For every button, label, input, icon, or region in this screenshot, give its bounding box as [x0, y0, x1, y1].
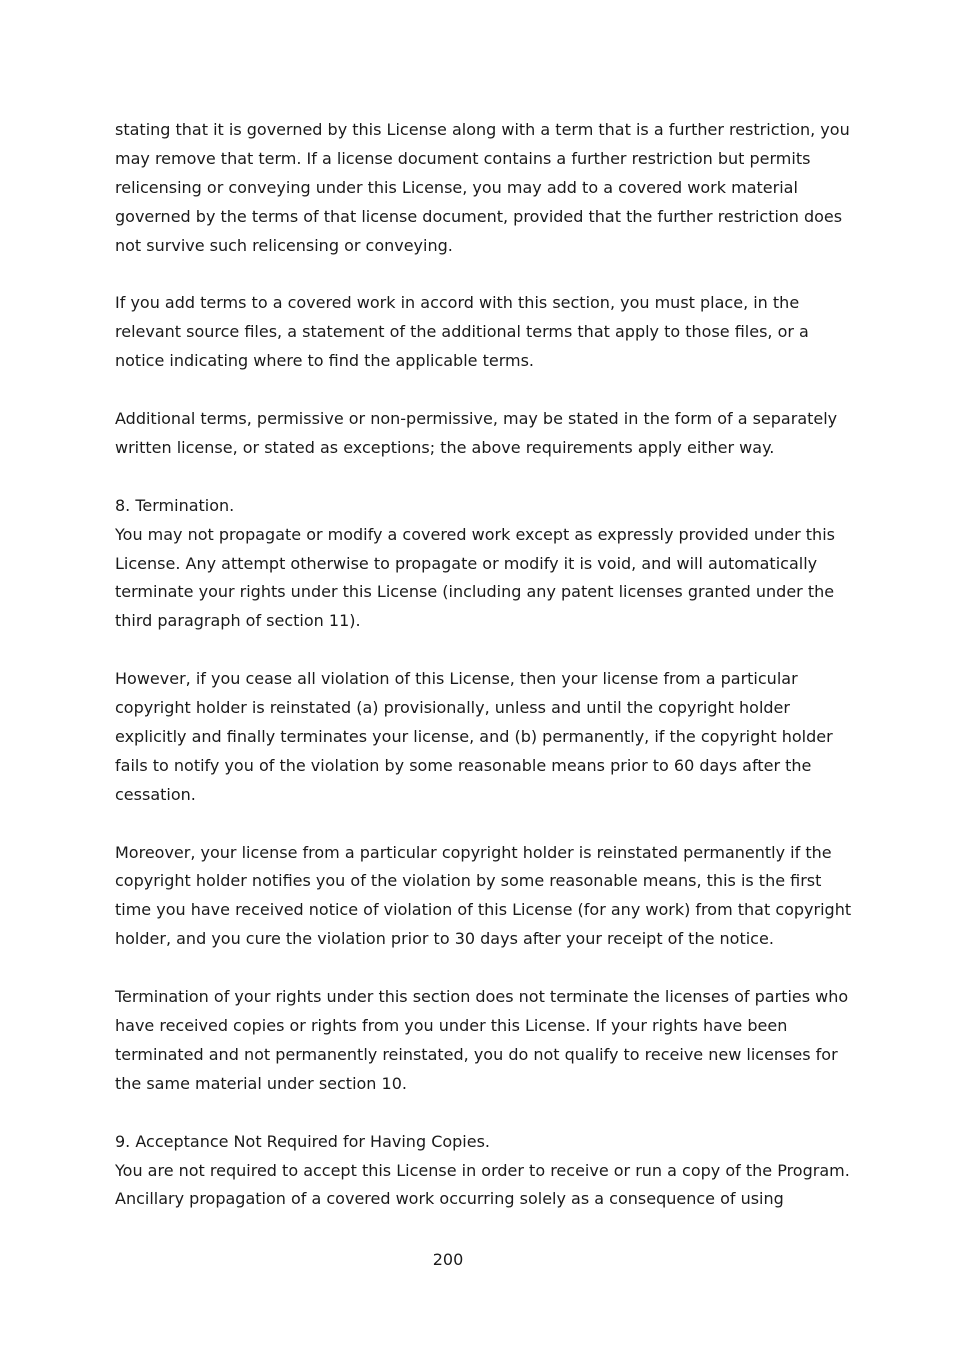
- section-heading-termination: [115, 492, 843, 521]
- text-line: stating that it is governed by this License along with a term that is a further restriction, you: [115, 120, 850, 139]
- text-line: terminated and not permanently reinstated, you do not qualify to receive new licenses for: [115, 1044, 838, 1064]
- text-line: have received copies or rights from you under this License. If your rights have been: [115, 1016, 788, 1035]
- text-line: fails to notify you of the violation by some reasonable means prior to 60 days after the: [115, 755, 812, 775]
- paragraph-termination-4: [115, 983, 849, 1099]
- heading-text: 9. Acceptance Not Required for Having Copies.: [115, 1131, 491, 1151]
- paragraph-further-restriction: [115, 116, 850, 261]
- text-line: third paragraph of section 11).: [115, 611, 361, 631]
- text-line: may remove that term. If a license document contains a further restriction but permits: [115, 148, 811, 168]
- section-heading-acceptance: [115, 1128, 843, 1157]
- paragraph-termination-3: [115, 839, 852, 955]
- text-line: Termination of your rights under this section does not terminate the licenses of parties who: [115, 987, 849, 1007]
- paragraph-acceptance-1: [115, 1157, 850, 1215]
- paragraph-additional-terms: [115, 405, 843, 463]
- text-line: You are not required to accept this License in order to receive or run a copy of the Program.: [115, 1160, 850, 1180]
- text-line: not survive such relicensing or conveying.: [115, 235, 453, 255]
- text-line: However, if you cease all violation of this License, then your license from a particular: [115, 669, 798, 689]
- text-line: cessation.: [115, 784, 196, 804]
- text-line: relevant source files, a statement of the additional terms that apply to those files, or a: [115, 322, 809, 342]
- text-line: governed by the terms of that license document, provided that the further restriction does: [115, 206, 843, 226]
- paragraph-termination-1: [115, 521, 843, 637]
- text-line: notice indicating where to find the applicable terms.: [115, 351, 535, 371]
- page-body: [115, 116, 852, 1214]
- text-line: Moreover, your license from a particular copyright holder is reinstated permanently if the: [115, 842, 832, 862]
- text-line: written license, or stated as exceptions; the above requirements apply either way.: [115, 437, 775, 457]
- text-line: the same material under section 10.: [115, 1073, 407, 1093]
- text-line: If you add terms to a covered work in accord with this section, you must place, in the: [115, 293, 800, 313]
- text-line: explicitly and finally terminates your license, and (b) permanently, if the copyright holder: [115, 726, 833, 746]
- paragraph-termination-2: [115, 665, 843, 810]
- text-line: Additional terms, permissive or non-permissive, may be stated in the form of a separately: [115, 409, 838, 429]
- text-line: terminate your rights under this License (including any patent licenses granted under the: [115, 582, 835, 602]
- text-line: copyright holder is reinstated (a) provisionally, unless and until the copyright holder: [115, 698, 790, 718]
- text-line: You may not propagate or modify a covered work except as expressly provided under this: [115, 524, 835, 544]
- paragraph-add-terms: [115, 289, 843, 376]
- text-line: Ancillary propagation of a covered work occurring solely as a consequence of using: [115, 1189, 784, 1209]
- text-line: time you have received notice of violation of this License (for any work) from that copyright: [115, 900, 852, 920]
- heading-text: 8. Termination.: [115, 495, 235, 515]
- text-line: holder, and you cure the violation prior to 30 days after your receipt of the notice.: [115, 929, 774, 949]
- text-line: relicensing or conveying under this License, you may add to a covered work material: [115, 177, 798, 197]
- page-number: 200: [432, 1250, 464, 1269]
- text-line: copyright holder notifies you of the violation by some reasonable means, this is the first: [115, 871, 822, 891]
- text-line: License. Any attempt otherwise to propagate or modify it is void, and will automatically: [115, 553, 818, 573]
